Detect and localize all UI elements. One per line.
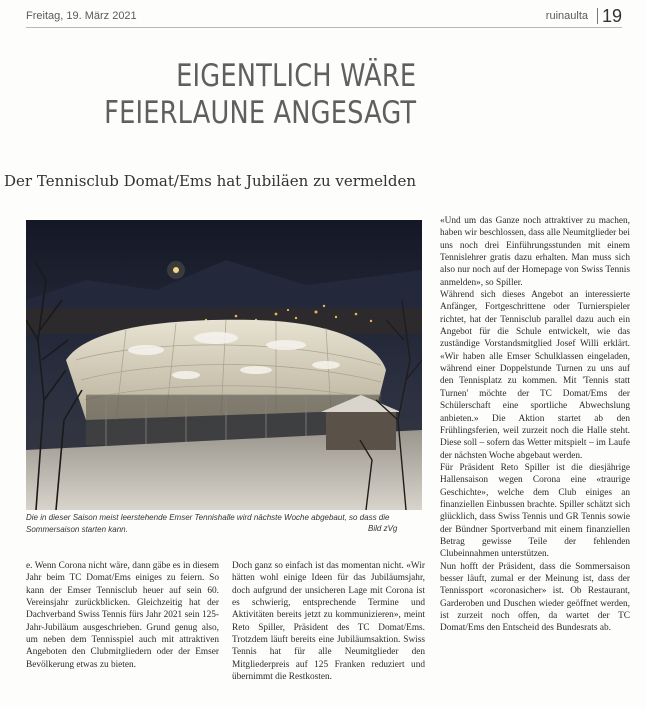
paragraph: Für Präsident Reto Spiller ist die diesjährige Hallensaison wegen Corona eine «traurige Geschichte», welche dem Club einiges an finanziellen Einbussen brachte. Spiller schätzt sich glücklich, dass Swiss Tennis und GR Tennis sowie der Bündner Sportverband mit einem finanziellen Betrag gewisse Teile der fehlenden Clubeinnahmen unterstützen. — [440, 462, 630, 560]
article-column-2 — [232, 560, 425, 683]
article-subtitle: Der Tennisclub Domat/Ems hat Jubiläen zu vermelden — [4, 172, 416, 190]
paragraph: «Und um das Ganze noch attraktiver zu machen, haben wir beschlossen, dass alle Neumitglieder bei uns noch drei Einführungsstunden mit einem Tennislehrer gratis dazu erhalten. Man muss sich also nur noch auf der Homepage von Swiss Tennis anmelden», so Spiller. — [440, 216, 630, 288]
article-headline — [104, 58, 416, 132]
photo-credit: Bild zVg — [368, 524, 398, 533]
header-divider — [597, 8, 598, 24]
paragraph: Nun hofft der Präsident, dass die Sommersaison besser läuft, zumal er der Meinung ist, dass der Tennissport «coronasicher» ist. Ob Restaurant, Garderoben und Duschen wieder geöffnet werden, ist zurzeit noch offen, da wartet der TC Domat/Ems den Entscheid des Bundesrats ab. — [440, 561, 630, 634]
headline-line-1: EIGENTLICH WÄRE — [175, 58, 416, 94]
issue-date: Freitag, 19. März 2021 — [26, 10, 137, 22]
page-number: 19 — [601, 6, 622, 26]
tennis-hall-photo — [26, 220, 422, 510]
headline-line-2: FEIERLAUNE ANGESAGT — [103, 95, 416, 131]
paragraph: Während sich dieses Angebot an interessierte Anfänger, Fortgeschrittene oder Turnierspieler richtet, hat der Tennisclub parallel dazu auch ein Angebot für die Schule entwickelt, wie das zuständige Vorstandsmitglied Josef Willi erklärt. «Wir haben alle Emser Schulklassen eingeladen, während einer Doppelstunde Turnen zu uns auf den Tennisplatz zu kommen. Mit 'Tennis statt Turnen' möchte der TC Domat/Ems der Schülerschaft eine sportliche Abwechslung anbieten.» Die Aktion startet ab den Frühlingsferien, weil zurzeit noch die Halle steht. Diese soll – sofern das Wetter mitspielt – im Laufe der nächsten Woche abgebaut werden. — [440, 290, 630, 461]
paragraph: e. Wenn Corona nicht wäre, dann gäbe es in diesem Jahr beim TC Domat/Ems einiges zu feiern. So kann der Emser Tennisclub heuer auf sein 60. Vereinsjahr zurückblicken. Gleichzeitig hat der Dachverband Swiss Tennis fürs Jahr 2021 sein 125-Jahr-Jubiläum ausgeschrieben. Grund genug also, um neben dem Tennisspiel auch mit attraktiven Angeboten den Clubmitgliedern oder der Emser Bevölkerung etwas zu bieten. — [26, 561, 219, 670]
page-header — [26, 7, 622, 28]
publication-name: ruinaulta — [545, 10, 588, 22]
photo-caption: Die in dieser Saison meist leerstehende Emser Tennishalle wird nächste Woche abgebaut, so dass die Sommersaison starten kann. — [26, 513, 390, 534]
tennis-hall-night-image — [26, 220, 422, 510]
article-column-1 — [26, 560, 219, 671]
paragraph: Doch ganz so einfach ist das momentan nicht. «Wir hätten wohl einige Ideen für das Jubiläumsjahr, doch aufgrund der unsicheren Lage mit Corona ist es schwierig, entsprechende Termine und Aktivitäten bereits jetzt zu kommunizieren», meint Reto Spiller, Präsident des TC Domat/Ems. Trotzdem läuft bereits eine Jubiläumsaktion. Swiss Tennis hat für alle Neumitglieder den Mitgliederpreis auf 125 Franken reduziert und übernimmt die Restkosten. — [232, 561, 425, 683]
article-column-3 — [440, 215, 630, 635]
